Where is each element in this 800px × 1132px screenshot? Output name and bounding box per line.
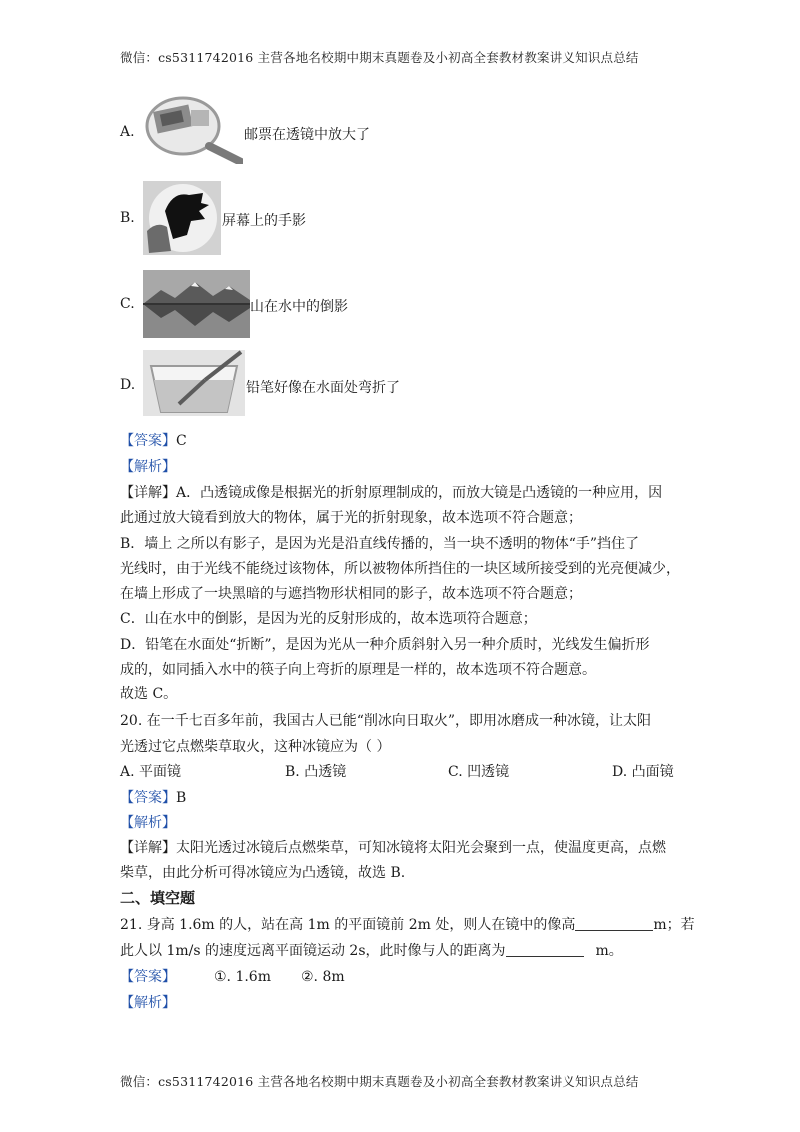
q20-detail-line-1: 【详解】太阳光透过冰镜后点燃柴草，可知冰镜将太阳光会聚到一点，使温度更高，点燃	[120, 840, 666, 856]
option-c-letter: C.	[120, 296, 135, 312]
q19-detail-line-3: B．墙上 之所以有影子，是因为光是沿直线传播的，当一块不透明的物体“手”挡住了	[120, 536, 640, 552]
analysis-tag: 【解析】	[120, 815, 176, 831]
answer-blank-1[interactable]	[575, 916, 653, 931]
option-a-text: 邮票在透镜中放大了	[244, 127, 370, 143]
option-d-text: 铅笔好像在水面处弯折了	[246, 380, 400, 396]
analysis-tag: 【解析】	[120, 995, 176, 1011]
q21-answer-row	[120, 966, 345, 986]
q19-answer: C	[176, 433, 187, 449]
detail-tag: 【详解】	[120, 840, 176, 856]
answer-tag: 【答案】	[120, 790, 176, 806]
option-a-letter: A.	[120, 124, 135, 140]
option-b-text: 屏幕上的手影	[222, 213, 306, 229]
hand-shadow-image	[143, 181, 221, 255]
q19-detail-line-2: 此通过放大镜看到放大的物体，属于光的折射现象，故本选项不符合题意；	[120, 510, 582, 526]
q21-answer-1: ①. 1.6m	[214, 969, 271, 985]
page-footer: 微信：cs5311742016 主营各地名校期中期末真题卷及小初高全套教材教案讲义知识点总结	[120, 1074, 639, 1089]
answer-tag: 【答案】	[120, 969, 176, 985]
q20-choice-a: A. 平面镜	[120, 764, 182, 780]
magnifier-stamp-image	[143, 96, 243, 164]
q19-detail-line-4: 光线时，由于光线不能绕过该物体，所以被物体所挡住的一块区域所接受到的光亮便减少，	[120, 561, 680, 577]
section-title: 二、填空题	[120, 889, 196, 907]
answer-tag: 【答案】	[120, 433, 176, 449]
q19-detail-line-5: 在墙上形成了一块黑暗的与遮挡物形状相同的影子，故本选项不符合题意；	[120, 586, 582, 602]
analysis-tag: 【解析】	[120, 459, 176, 475]
q19-detail-line-7: D．铅笔在水面处“折断”，是因为光从一种介质斜射入另一种介质时，光线发生偏折形	[120, 637, 650, 653]
q20-choice-d: D. 凸面镜	[612, 764, 674, 780]
detail-tag: 【详解】	[120, 485, 176, 501]
q20-choice-b: B. 凸透镜	[285, 764, 347, 780]
option-b-letter: B.	[120, 210, 135, 226]
q19-detail-line-1: 【详解】A．凸透镜成像是根据光的折射原理制成的，而放大镜是凸透镜的一种应用，因	[120, 485, 663, 501]
option-d-letter: D.	[120, 377, 136, 393]
mountain-reflection-image	[143, 270, 250, 338]
q20-answer-row	[120, 787, 186, 807]
q20-choice-c: C. 凹透镜	[448, 764, 510, 780]
q20-answer: B	[176, 790, 187, 806]
q19-conclusion: 故选 C。	[120, 686, 178, 702]
q20-detail-line-2: 柴草，由此分析可得冰镜应为凸透镜，故选 B.	[120, 865, 406, 881]
q20-stem-line-1: 20. 在一千七百多年前，我国古人已能“削冰向日取火”，即用冰磨成一种冰镜，让太阳	[120, 713, 652, 729]
q21-answer-2: ②. 8m	[301, 969, 345, 985]
q19-detail-line-6: C．山在水中的倒影，是因为光的反射形成的，故本选项符合题意；	[120, 611, 537, 627]
pencil-in-water-image	[143, 350, 245, 416]
q19-answer-row	[120, 430, 187, 450]
q21-line-2: 此人以 1m/s 的速度远离平面镜运动 2s，此时像与人的距离为 m。	[120, 943, 623, 959]
q20-stem-line-2: 光透过它点燃柴草取火，这种冰镜应为（ ）	[120, 739, 391, 755]
option-c-text: 山在水中的倒影	[250, 299, 348, 315]
page-header: 微信：cs5311742016 主营各地名校期中期末真题卷及小初高全套教材教案讲义知识点总结	[120, 50, 639, 65]
answer-blank-2[interactable]	[506, 942, 584, 957]
q19-detail-line-8: 成的，如同插入水中的筷子向上弯折的原理是一样的，故本选项不符合题意。	[120, 662, 596, 678]
q21-line-1: 21. 身高 1.6m 的人，站在高 1m 的平面镜前 2m 处，则人在镜中的像高 m；若	[120, 917, 695, 933]
